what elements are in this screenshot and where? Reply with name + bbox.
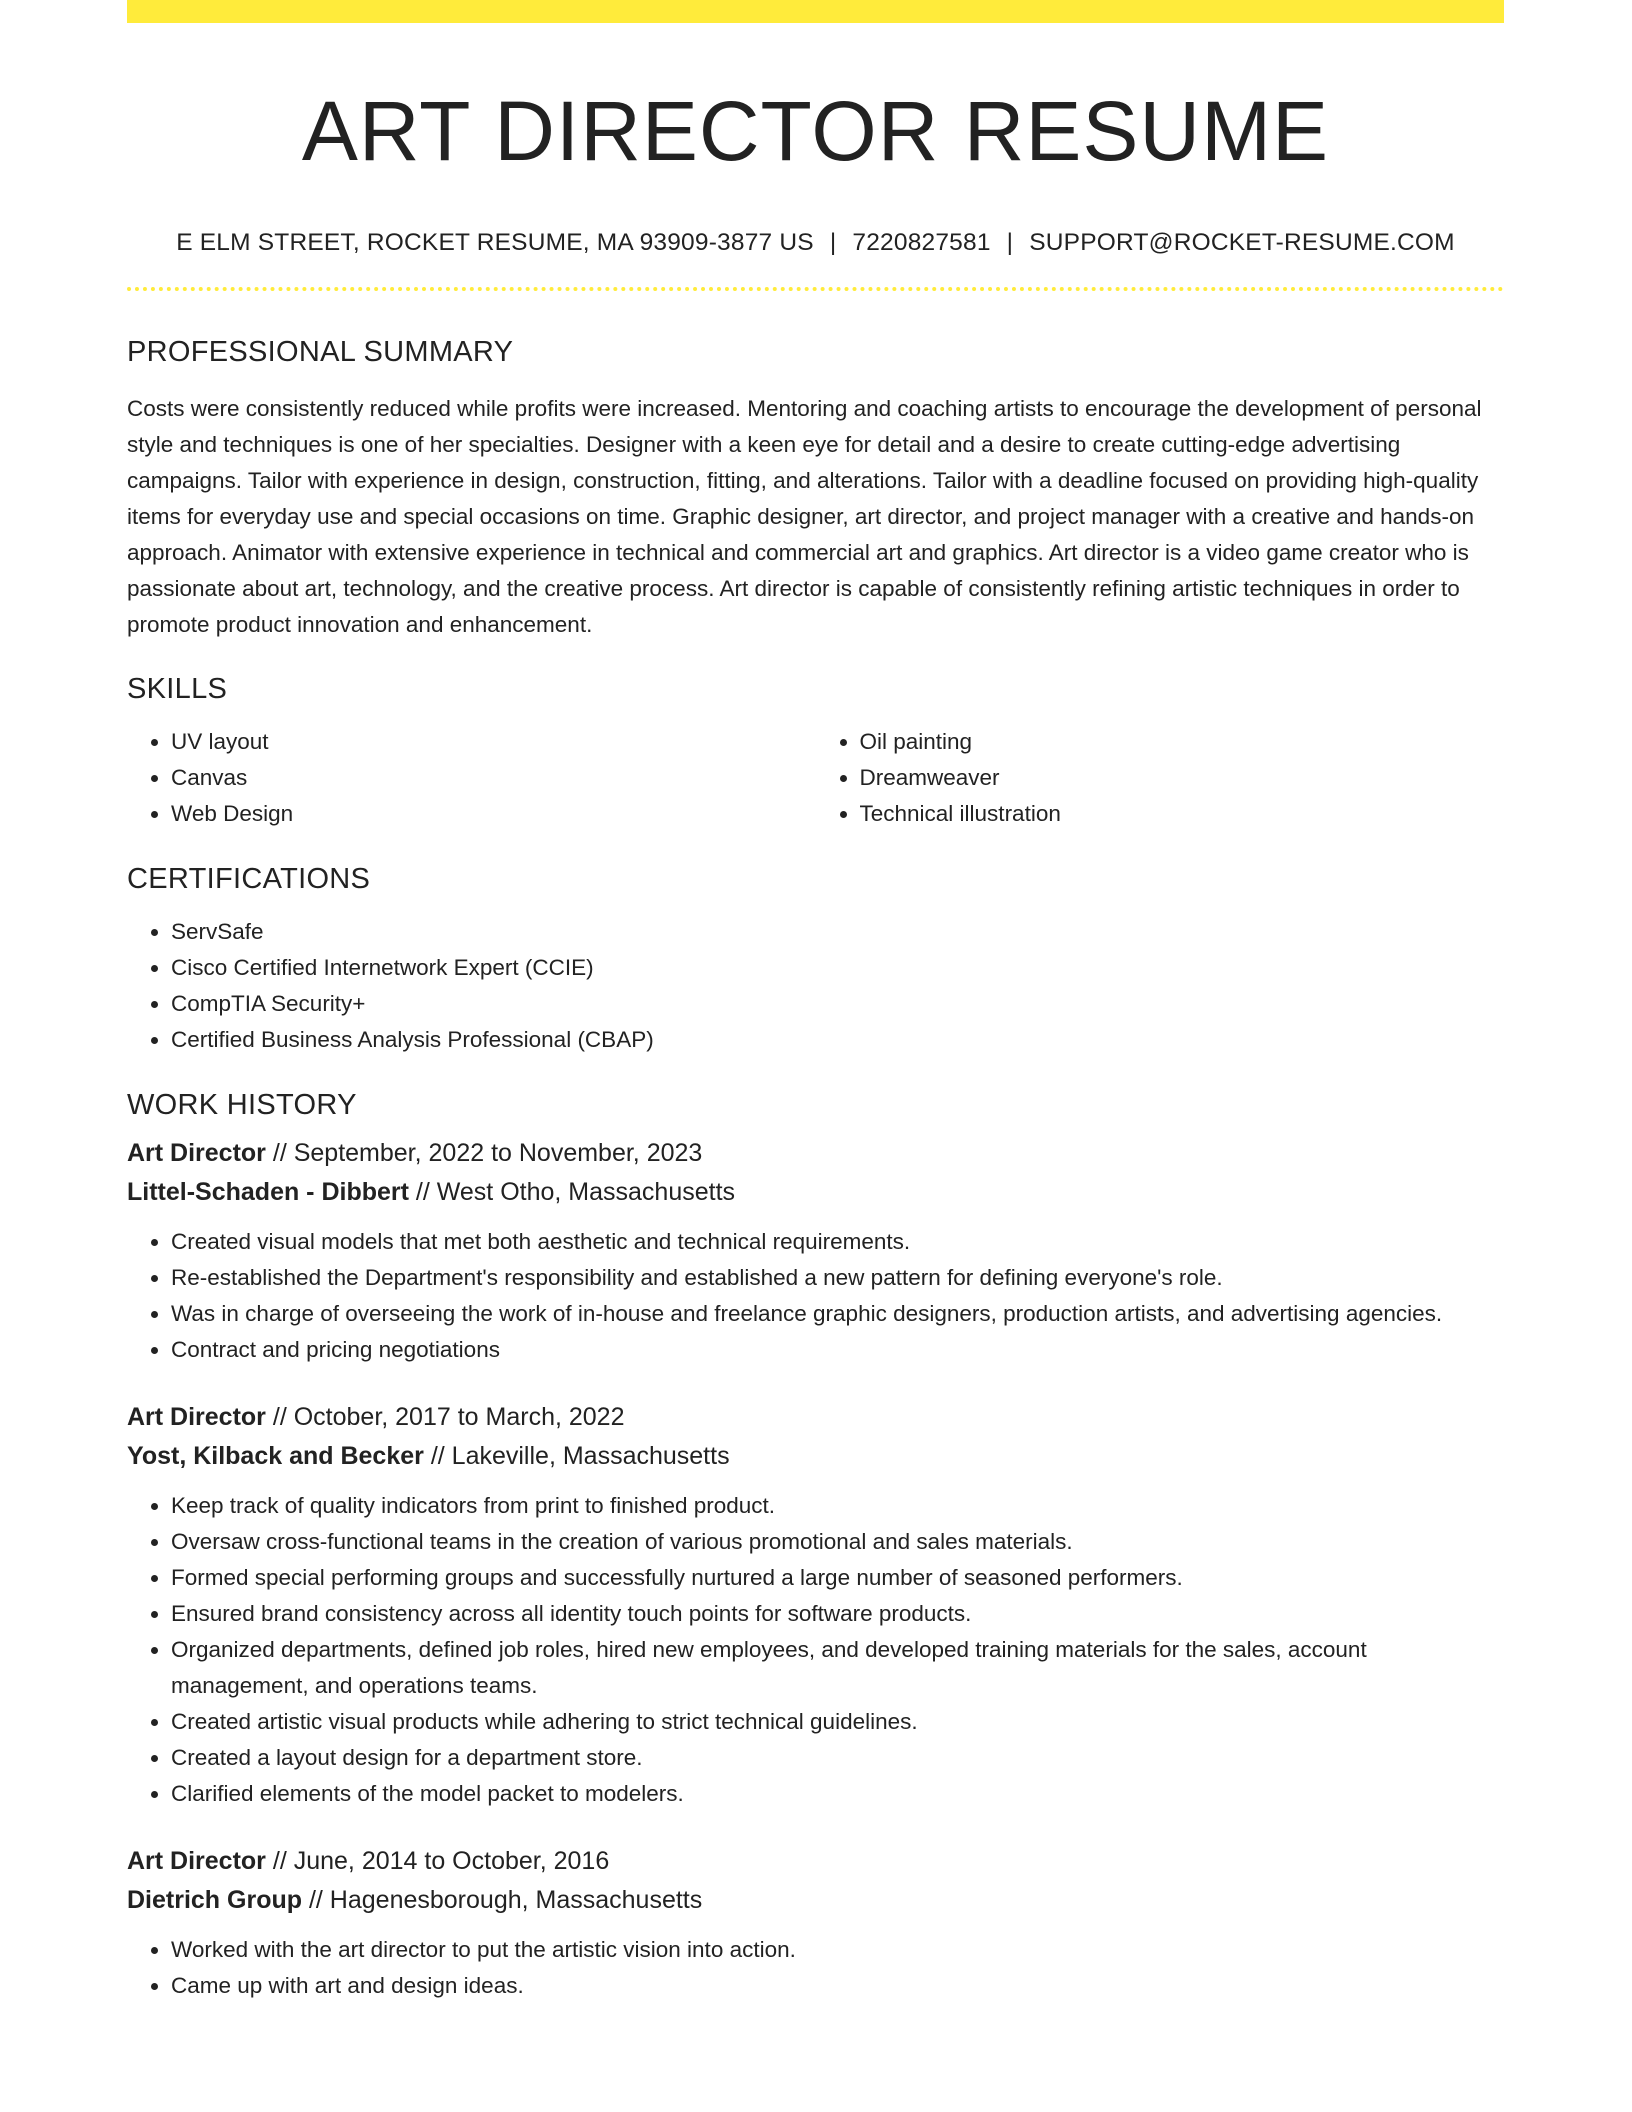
summary-heading: PROFESSIONAL SUMMARY — [127, 336, 514, 369]
job-bullet-list — [127, 1224, 1504, 1368]
job-title-line — [127, 1842, 1504, 1881]
contact-address: E ELM STREET, ROCKET RESUME, MA 93909-3877 US — [176, 229, 814, 257]
job-bullet: • Created visual models that met both aesthetic and technical requirements. — [171, 1224, 1504, 1260]
resume-title: ART DIRECTOR RESUME — [301, 84, 1330, 178]
job-location: // Hagenesborough, Massachusetts — [308, 1886, 703, 1915]
skill-item: • Web Design — [171, 796, 816, 832]
job-bullet: • Keep track of quality indicators from print to finished product. — [171, 1488, 1504, 1524]
job-bullet: • Was in charge of overseeing the work of in-house and freelance graphic designers, production artists, and advertising agencies. — [171, 1296, 1504, 1332]
job-role: Art Director — [127, 1847, 266, 1876]
job-bullet: • Contract and pricing negotiations — [171, 1332, 1504, 1368]
job-dates: // September, 2022 to November, 2023 — [272, 1139, 703, 1168]
job-title-line — [127, 1134, 1504, 1173]
skill-item: • Dreamweaver — [860, 760, 1505, 796]
job-bullet: • Formed special performing groups and successfully nurtured a large number of seasoned performers. — [171, 1560, 1504, 1596]
job-company: Yost, Kilback and Becker — [127, 1442, 424, 1471]
job-company: Dietrich Group — [127, 1886, 303, 1915]
resume-page — [127, 0, 1504, 2004]
job-bullet: • Worked with the art director to put the artistic vision into action. — [171, 1932, 1504, 1968]
job-dates: // June, 2014 to October, 2016 — [272, 1847, 610, 1876]
skills-heading: SKILLS — [127, 673, 228, 706]
job-role: Art Director — [127, 1139, 266, 1168]
certifications-heading: CERTIFICATIONS — [127, 863, 371, 896]
contact-separator: | — [829, 229, 837, 257]
job-company-line — [127, 1437, 1504, 1476]
job-bullet: • Oversaw cross-functional teams in the creation of various promotional and sales materials. — [171, 1524, 1504, 1560]
skill-item: • Canvas — [171, 760, 816, 796]
certification-item: • Cisco Certified Internetwork Expert (CCIE) — [171, 950, 1504, 986]
job-bullet: • Came up with art and design ideas. — [171, 1968, 1504, 2004]
job-bullet: • Clarified elements of the model packet to modelers. — [171, 1776, 1504, 1812]
summary-text: Costs were consistently reduced while profits were increased. Mentoring and coaching artists to encourage the development of personal style and techniques is one of her specialties. Designer with a keen eye for detail and a desire to create cutting-edge advertising campaigns. Tailor with experience in design, construction, fitting, and alterations. Tailor with a deadline focused on providing high-quality items for everyday use and special occasions on time. Graphic designer, art director, and project manager with a creative and hands-on approach. Animator with extensive experience in technical and commercial art and graphics. Art director is a video game creator who is passionate about art, technology, and the creative process. Art director is capable of consistently refining artistic techniques in order to promote product innovation and enhancement. — [127, 396, 1482, 638]
skill-item: • Oil painting — [860, 724, 1505, 760]
job-bullet: • Ensured brand consistency across all identity touch points for software products. — [171, 1596, 1504, 1632]
job-entry — [127, 1134, 1504, 1368]
job-dates: // October, 2017 to March, 2022 — [272, 1403, 625, 1432]
skill-item: • Technical illustration — [860, 796, 1505, 832]
accent-top-bar — [127, 0, 1504, 23]
dotted-divider — [127, 287, 1504, 291]
skills-grid — [127, 724, 1504, 832]
job-bullet-list — [127, 1932, 1504, 2004]
job-title-line — [127, 1398, 1504, 1437]
certifications-list — [127, 914, 1504, 1058]
certification-item: • CompTIA Security+ — [171, 986, 1504, 1022]
job-location: // West Otho, Massachusetts — [415, 1178, 736, 1207]
skills-right-list — [816, 724, 1505, 832]
certification-item: • Certified Business Analysis Professional (CBAP) — [171, 1022, 1504, 1058]
job-company-line — [127, 1173, 1504, 1212]
job-bullet: • Created a layout design for a department store. — [171, 1740, 1504, 1776]
job-role: Art Director — [127, 1403, 266, 1432]
contact-email: SUPPORT@ROCKET-RESUME.COM — [1029, 229, 1455, 257]
job-company-line — [127, 1881, 1504, 1920]
contact-line — [127, 229, 1504, 257]
job-location: // Lakeville, Massachusetts — [430, 1442, 730, 1471]
job-bullet-list — [127, 1488, 1504, 1812]
job-entry — [127, 1842, 1504, 2004]
contact-separator: | — [1006, 229, 1014, 257]
contact-phone: 7220827581 — [852, 229, 991, 257]
skills-left-list — [127, 724, 816, 832]
skill-item: • UV layout — [171, 724, 816, 760]
work-history-heading: WORK HISTORY — [127, 1089, 357, 1122]
job-bullet: • Organized departments, defined job roles, hired new employees, and developed training materials for the sales, account management, and operations teams. — [171, 1632, 1504, 1704]
job-bullet: • Re-established the Department's responsibility and established a new pattern for defining everyone's role. — [171, 1260, 1504, 1296]
job-bullet: • Created artistic visual products while adhering to strict technical guidelines. — [171, 1704, 1504, 1740]
job-company: Littel-Schaden - Dibbert — [127, 1178, 409, 1207]
job-entry — [127, 1398, 1504, 1812]
certification-item: • ServSafe — [171, 914, 1504, 950]
